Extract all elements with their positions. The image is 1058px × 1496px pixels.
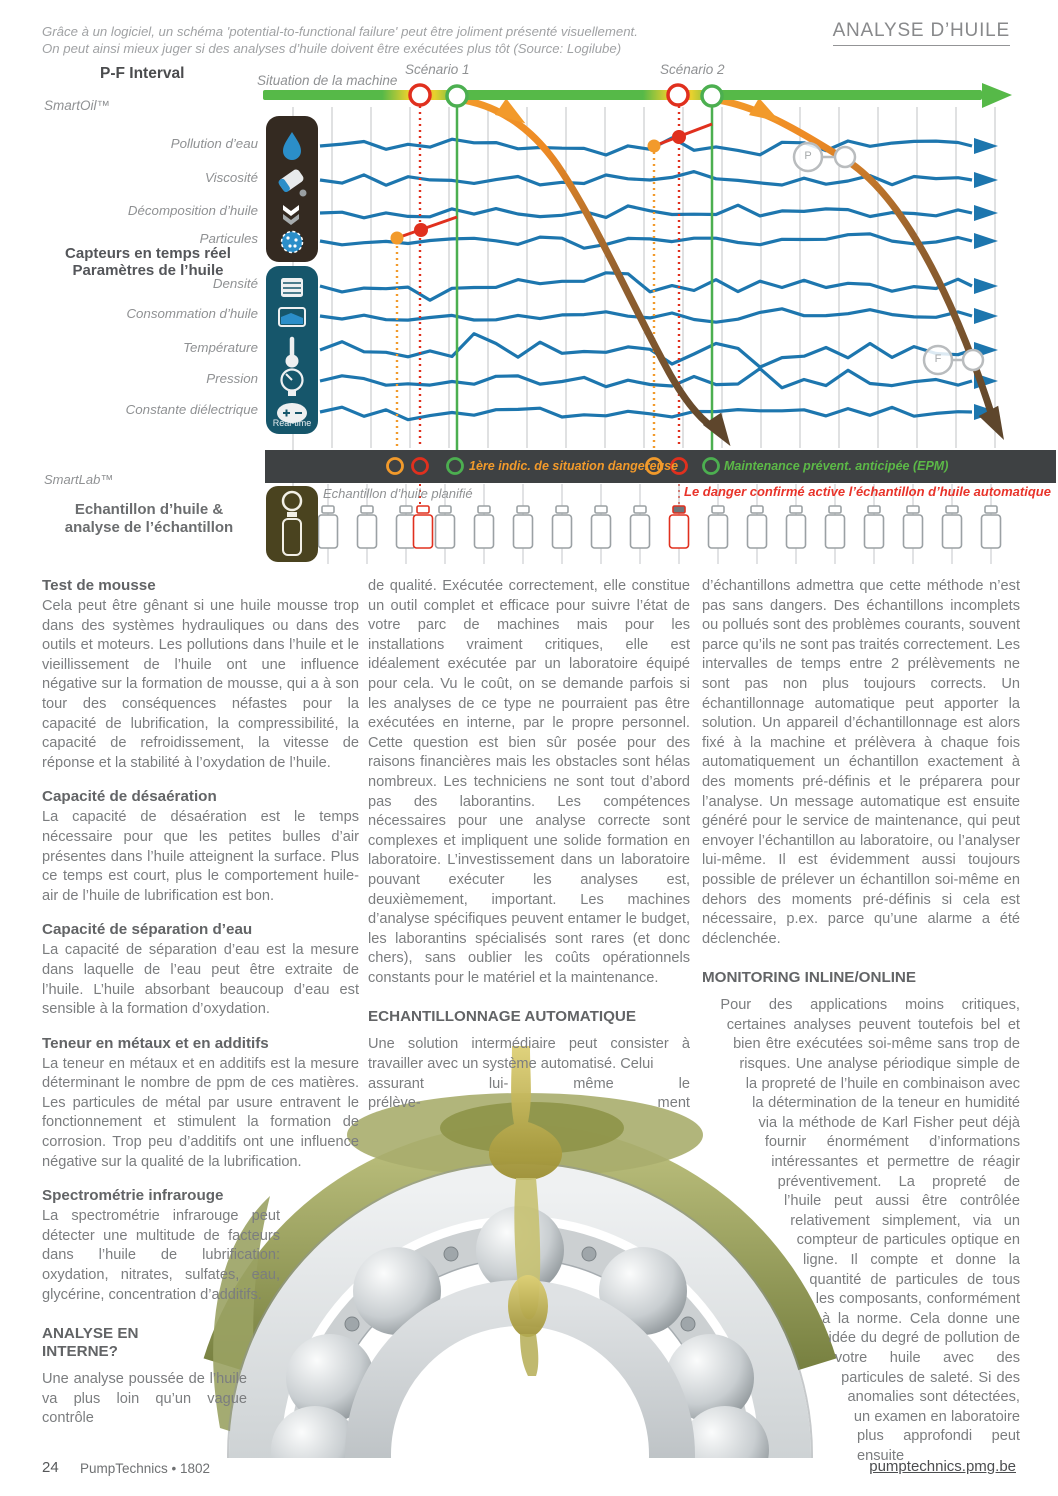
p-point-on-curve (835, 147, 855, 167)
sensor-label-viscosite: Viscosité (205, 170, 258, 185)
scenario1-maintenance-marker (447, 86, 467, 106)
realtime-label: Real-time (272, 418, 312, 428)
website-link[interactable]: pumptechnics.pmg.be (869, 1458, 1016, 1475)
para-solution-intermediaire: Une solution intermédiaire peut consister à travailler avec un système automatisé. Celui (368, 1036, 690, 1073)
article-column-3 (702, 577, 1020, 1496)
scenario2-orange-point (648, 140, 661, 153)
heading-monitoring: MONITORING INLINE/ONLINE (702, 969, 917, 987)
sensor-label-densite: Densité (212, 276, 258, 291)
para-test-de-mousse: Cela peut être gênant si une huile mousse trop dans des systèmes hydrauliques ou dans des outils et moteurs. Les pollutions dans l’huile et le vieillissement de l’huile ont une influence négative sur la formation de mousse, qui a à son tour des conséquences néfastes pour la capacité de lubrification, la compressibilité, la capacité de refroidissement, la vitesse de réponse et la stabilité à l’oxydation de l’huile. (42, 598, 359, 771)
oil-bottle-drop (300, 190, 307, 197)
legend-first-indication: 1ère indic. de situation dangereuse (469, 459, 679, 473)
p-marker-letter: P (804, 150, 812, 162)
scenario1-orange-point (391, 232, 404, 245)
scenario2-red-point (672, 130, 686, 144)
scenario1-red-point (414, 223, 428, 237)
para-separation-eau: La capacité de séparation d’eau est la mesure dans laquelle de l’eau peut être extraite de l’huile. L’huile absorbant beaucoup d’eau est sensible à la formation d’oxydation. (42, 942, 359, 1018)
scenario2-danger-marker (668, 85, 688, 105)
diagram-title: P-F Interval (100, 65, 185, 82)
heading-desaeration: Capacité de désaération (42, 788, 217, 806)
heading-analyse-interne: ANALYSE EN INTERNE? (42, 1325, 139, 1361)
sensors-group-label: Capteurs en temps réel Paramètres de l’huile (65, 245, 231, 279)
curve1-end-arrow (703, 413, 740, 453)
legend-maintenance: Maintenance prévent. anticipée (EPM) (724, 459, 949, 473)
sensor-label-pression: Pression (206, 371, 258, 386)
page-number: 24 (42, 1459, 59, 1476)
para-teneur-metaux: La teneur en métaux et en additifs est la mesure déterminant le nombre de ppm de ces matières. Les particules de métal par usure entravent le fonctionnement et stimulent la formation de corrosion. Trop peu d’additifs ont une influence négative sur la qualité de la lubrification. (42, 1055, 359, 1170)
auto-sample-label: Le danger confirmé active l’échantillon d’huile automatique (684, 484, 1051, 499)
smartoil-label: SmartOil™ (44, 98, 111, 113)
oil-sample-icon (266, 486, 318, 562)
magazine-name: PumpTechnics • 1802 (80, 1461, 211, 1476)
scenario1-danger-marker (410, 85, 430, 105)
para-qualite: de qualité. Exécutée correctement, elle constitue un outil complet et efficace pour suivre l’état de votre parc de machines mais pour les installations vraiment critiques, elle est idéalement exécutée par un laboratoire équipé pour cela. Vu le coût, on se demande parfois si les analyses de ce type ne pourraient pas être exécutées en interne, par le propre personnel. Cette question est bien sûr posée pour des raisons financières mais les obstacles sont hélas nombreux. Les techniciens ne sont tout d’abord pas des laborantins. Les compétences nécessaires pour une analyse correcte sont complexes et impliquent une solide formation en laboratoire. L’investissement dans un laboratoire pouvant exécuter les analyses est, deuxièmement, important. Les machines d’analyse spécifiques peuvent entamer le budget, les laborantins spécialisés sont rares (et donc chers), sans oublier les coûts opérationnels constants pour le matériel et la maintenance. (368, 578, 690, 986)
article-column-1 (42, 577, 359, 1429)
article-column-2 (368, 577, 690, 1114)
sensor-label-decomposition: Décomposition d’huile (127, 203, 258, 218)
para-desaeration: La capacité de désaération est le temps nécessaire pour que les petites bulles d’air présentes dans l’huile atteignent la surface. Plus ce temps est court, plus le comportement huile-air de l’huile de lubrification est bon. (42, 809, 359, 904)
caption-line1: Grâce à un logiciel, un schéma 'potential-to-functional failure' peut être joliment présenté visuellement. (42, 24, 638, 39)
oil-blob (508, 1275, 548, 1337)
heading-teneur-metaux: Teneur en métaux et en additifs (42, 1034, 269, 1052)
sensor-label-dielectrique: Constante diélectrique (125, 402, 258, 417)
machine-condition-bar (263, 90, 982, 100)
scenario2-label: Scénario 2 (660, 62, 725, 77)
wrapped-text-row-1: assurant lui- même le (368, 1075, 690, 1092)
para-spectrometrie: La spectrométrie infrarouge peut détecter une multitude de facteurs dans l’huile de lubrification: oxydation, nitrates, sulfates, eau, glycérine, concentration d’additifs. (42, 1208, 280, 1303)
scenario2-maintenance-marker (702, 86, 722, 106)
sensor-label-consommation: Consommation d’huile (126, 306, 258, 321)
sensor-signal-lines (320, 138, 998, 420)
scenario1-label: Scénario 1 (405, 62, 470, 77)
caption-line2: On peut ainsi mieux juger si des analyses d’huile doivent être exécutées plus tôt (Source: Logilube) (42, 40, 622, 56)
particles-icon (282, 232, 303, 253)
para-analyse-interne: Une analyse poussée de l’huile va plus loin qu’un vague contrôle (42, 1371, 247, 1427)
heading-spectrometrie: Spectrométrie infrarouge (42, 1187, 224, 1205)
diagram-gridlines (293, 107, 995, 486)
heading-echantillonnage-auto: ECHANTILLONNAGE AUTOMATIQUE (368, 1008, 637, 1026)
machine-state-label: Situation de la machine (257, 73, 398, 88)
page-title: ANALYSE D’HUILE (833, 20, 1010, 46)
para-monitoring: Pour des applications moins critiques, certaines analyses peuvent toutefois bel et bien être exécutées soi-même sans trop de risques. Une analyse périodique simple de la propreté de l’huile en combinaison avec la détermination de la teneur en humidité via la méthode de Karl Fisher peut déjà fournir énormément d’informations intéressantes et permettre de réagir préventivement. La propreté de l’huile peut aussi être contrôlée relativement simplement, via un compteur de particules optique en ligne. Il compte et donne la quantité de particules de tous les composants, conformément à la norme. Cela donne une idée du degré de pollution de votre huile avec des particules de saleté. Si des anomalies sont détectées, un examen en laboratoire plus approfondi peut ensuite (702, 996, 1020, 1466)
smartlab-label: SmartLab™ (44, 472, 114, 487)
sensor-label-temperature: Température (183, 340, 258, 355)
photo-caption (42, 24, 662, 57)
f-point-on-curve (963, 350, 983, 370)
density-icon (281, 278, 303, 297)
para-echantillons-dangers: d’échantillons admettra que cette méthode n’est pas sans dangers. Des échantillons incomplets ou pollués sont des problèmes courants, souvent parce qu’ils ne sont pas traités correctement. Les intervalles de temps entre 2 prélèvements ne sont pas non plus toujours corrects. Un échantillonnage automatique peut apporter la solution. Un appareil d’échantillonnage est alors fixé à la machine et prélèvera à chaque fois automatiquement un échantillon exactement à des moments pré-définis et le préparera pour l’analyse. Un message automatique est ensuite généré pour le service de maintenance, qui peut envoyer l’échantillon au laboratoire, ou l’analyser lui-même. Il est évidemment aussi toujours possible de prélever un échantillon soi-même en dehors des moments pré-définis si cela est nécessaire, p.ex. parce qu’une alarme a été déclenchée. (702, 578, 1020, 947)
wrapped-text-row-2: prélève- ment (368, 1095, 690, 1112)
condition-bar-arrow (982, 83, 1012, 108)
planned-sample-label: Echantillon d’huile planifié (323, 486, 473, 501)
sampling-section-title: Echantillon d’huile & analyse de l’échantillon (64, 501, 234, 536)
sensor-label-particules: Particules (199, 231, 258, 246)
heading-test-de-mousse: Test de mousse (42, 577, 156, 594)
f-marker-letter: F (934, 353, 942, 365)
heading-separation-eau: Capacité de séparation d’eau (42, 921, 253, 939)
sensor-label-pollution: Pollution d’eau (170, 136, 258, 151)
